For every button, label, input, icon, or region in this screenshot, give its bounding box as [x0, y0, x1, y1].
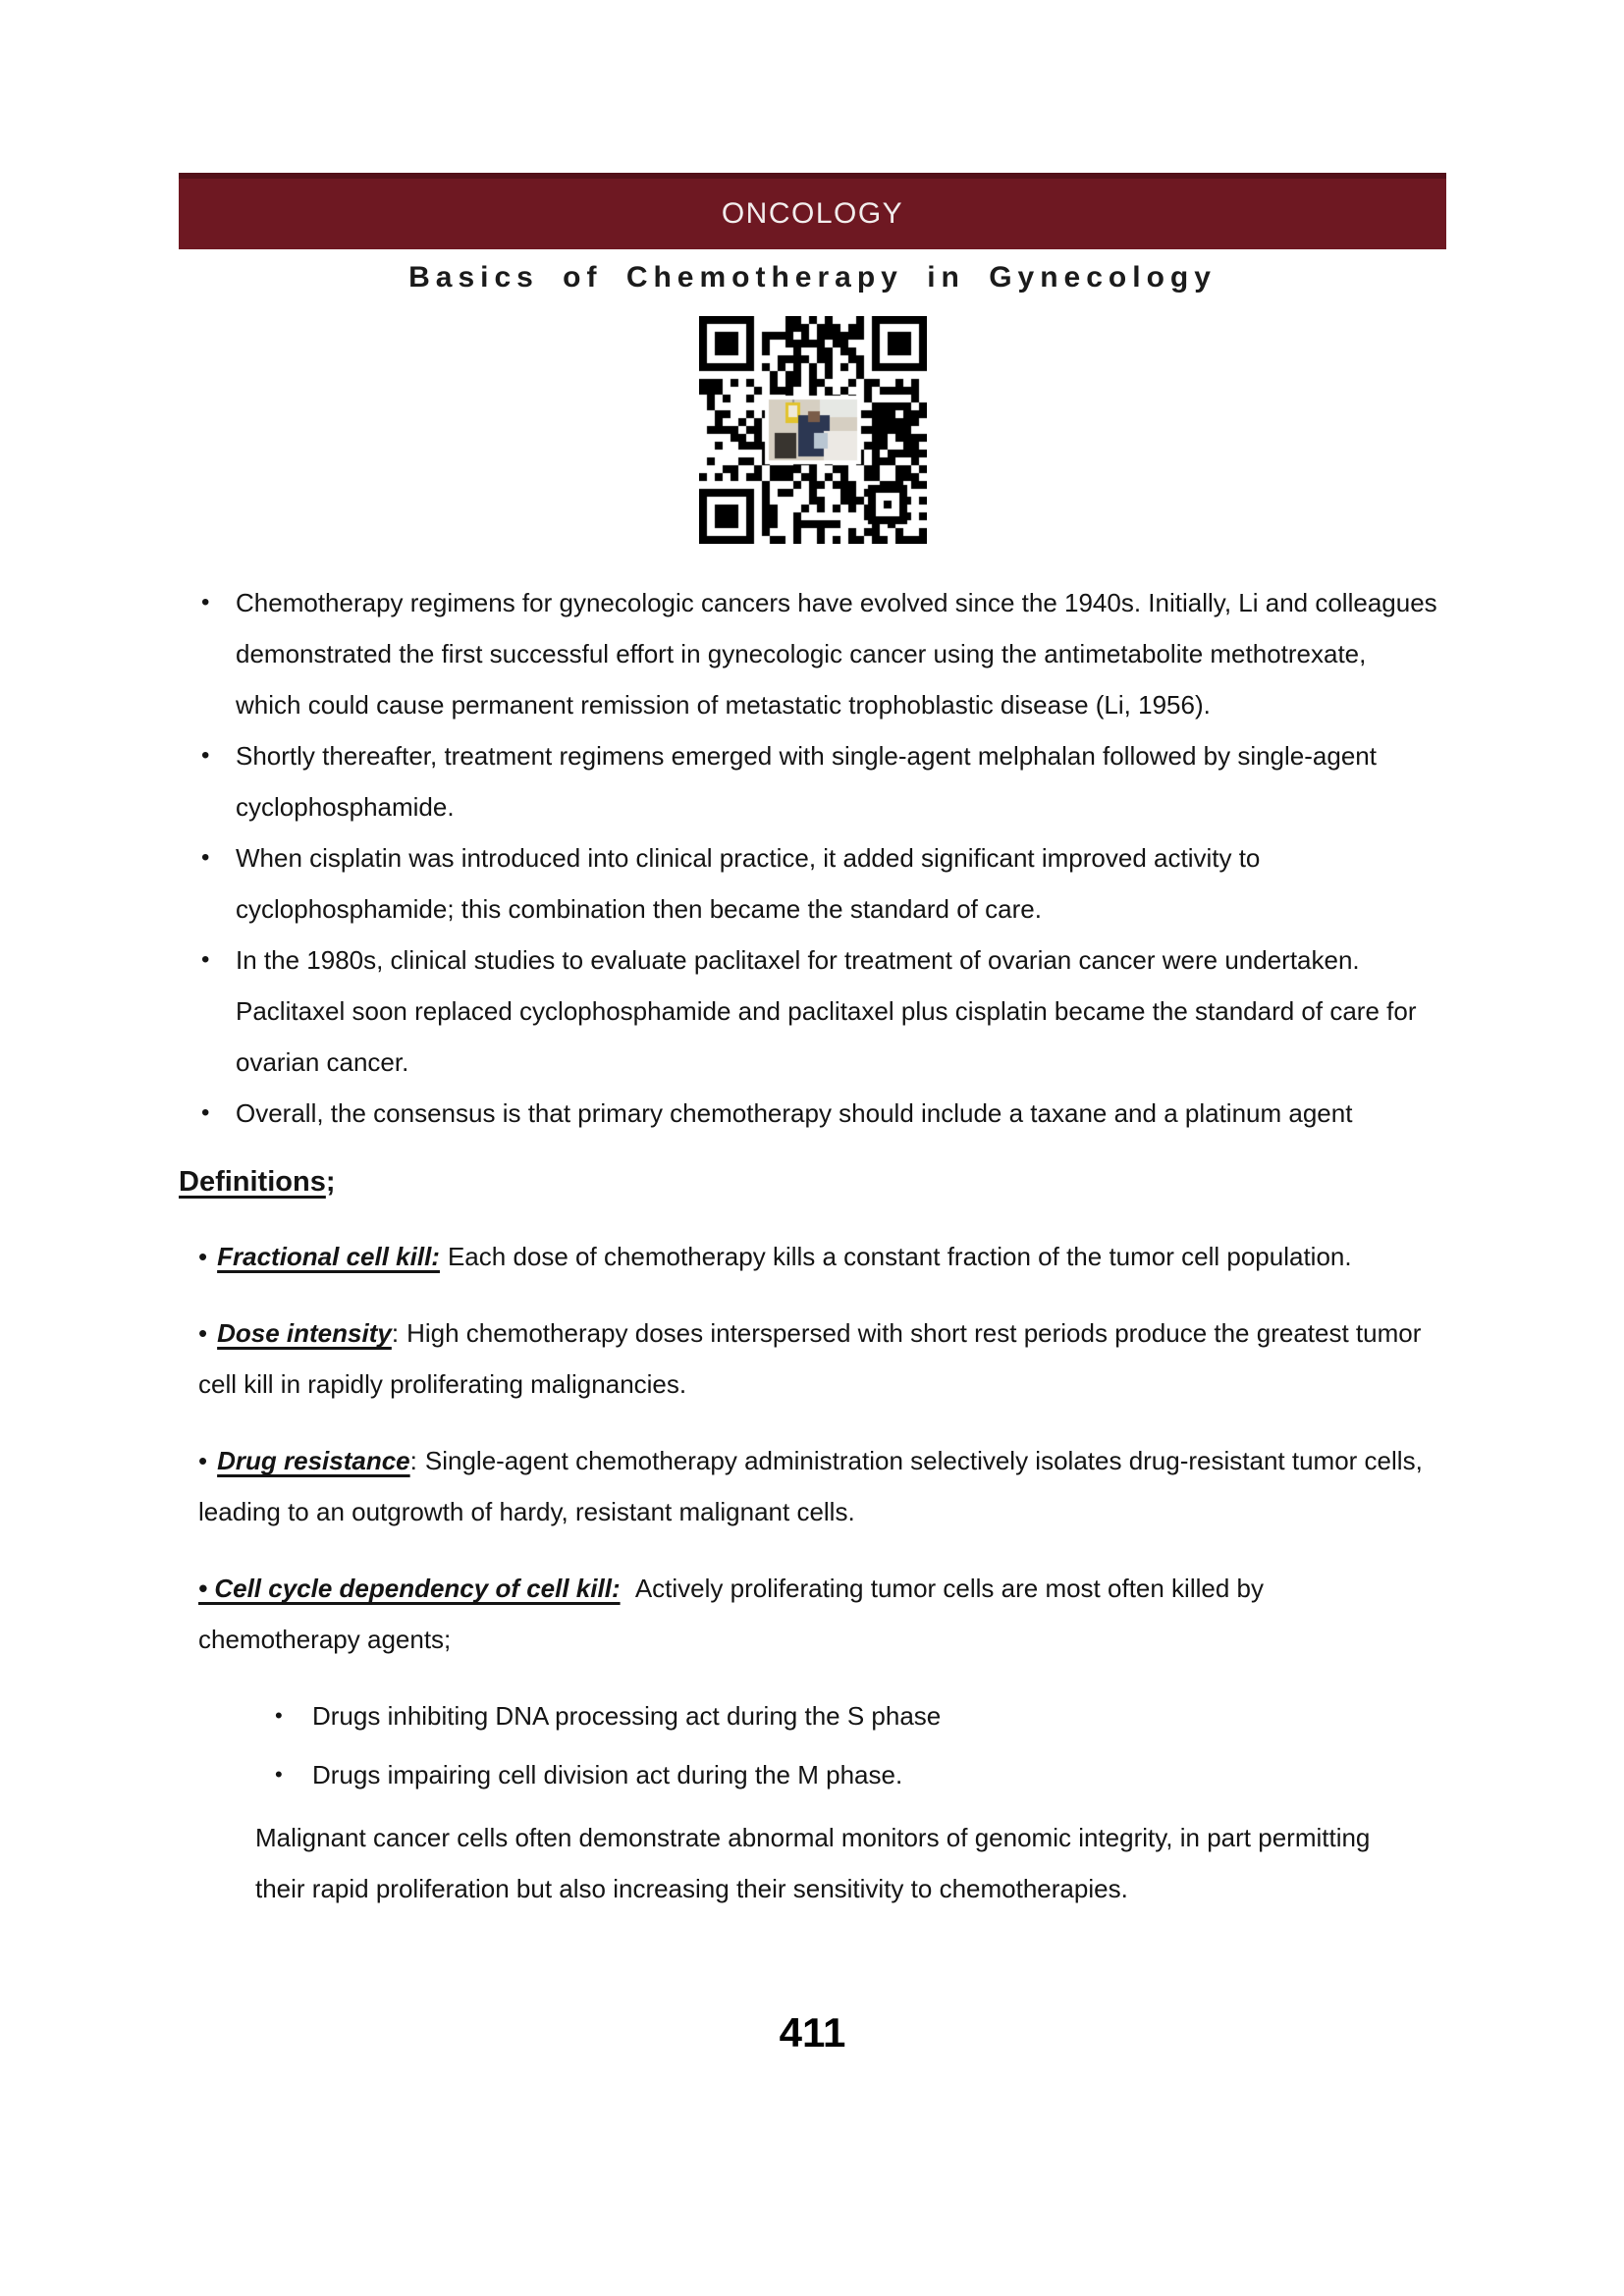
bullet-text: Chemotherapy regimens for gynecologic cancers have evolved since the 1940s. Initially, Li and colleagues demonstrated the first successful effort in gynecologic cancer using the antimetabolite methotrexate, which could cause permanent remission of metastatic trophoblastic disease (Li, 1956).	[236, 588, 1437, 720]
definition-item-drug-resistance	[198, 1435, 1426, 1537]
bullet-marker-icon: •	[275, 1703, 283, 1728]
bullet-text: When cisplatin was introduced into clinical practice, it added significant improved activity to cyclophosphamide; this combination then became the standard of care.	[236, 843, 1261, 924]
definition-separator: :	[409, 1446, 417, 1475]
section-banner-label: ONCOLOGY	[721, 197, 904, 230]
bullet-list	[179, 577, 1446, 1139]
closing-paragraph: Malignant cancer cells often demonstrate abnormal monitors of genomic integrity, in part permitting their rapid proliferation but also increasing their sensitivity to chemotherapies.	[255, 1823, 1371, 1903]
definition-text: High chemotherapy doses interspersed with short rest periods produce the greatest tumor cell kill in rapidly proliferating malignancies.	[198, 1318, 1422, 1399]
definition-text: Each dose of chemotherapy kills a constant fraction of the tumor cell population.	[447, 1242, 1352, 1271]
page-title: Basics of Chemotherapy in Gynecology	[408, 261, 1217, 294]
definition-item-dose-intensity	[198, 1308, 1426, 1410]
definition-separator: :	[391, 1318, 400, 1348]
sub-bullet-text: Drugs impairing cell division act during the M phase.	[312, 1760, 903, 1789]
bullet-marker-icon: •	[201, 1099, 210, 1126]
bullet-item	[179, 832, 1446, 934]
definition-term: • Cell cycle dependency of cell kill:	[198, 1574, 621, 1603]
bullet-marker-icon: •	[201, 946, 210, 973]
sub-bullet-text: Drugs inhibiting DNA processing act during the S phase	[312, 1701, 942, 1731]
bullet-item	[179, 577, 1446, 730]
definition-text: Actively proliferating tumor cells are most often killed by chemotherapy agents;	[198, 1574, 1264, 1654]
bullet-marker-icon: •	[198, 1446, 208, 1475]
definition-item-cell-cycle-dependency	[198, 1563, 1426, 1665]
bullet-item	[179, 730, 1446, 832]
page-number: 411	[779, 2009, 846, 2056]
sub-bullet-item	[275, 1749, 1446, 1800]
definitions-heading-text: Definitions	[179, 1166, 326, 1198]
bullet-marker-icon: •	[198, 1242, 208, 1271]
definition-term: Fractional cell kill:	[217, 1242, 440, 1271]
bullet-item	[179, 934, 1446, 1088]
definition-text: Single-agent chemotherapy administration selectively isolates drug-resistant tumor cells, leading to an outgrowth of hardy, resistant malignant cells.	[198, 1446, 1423, 1526]
definitions-heading	[179, 1156, 1446, 1207]
definition-item-fractional-cell-kill	[198, 1231, 1426, 1282]
bullet-text: Shortly thereafter, treatment regimens emerged with single-agent melphalan followed by single-agent cyclophosphamide.	[236, 741, 1377, 822]
bullet-marker-icon: •	[198, 1318, 208, 1348]
section-banner	[179, 173, 1446, 249]
qr-code-container	[179, 316, 1446, 544]
page-content	[179, 173, 1446, 2057]
bullet-text: Overall, the consensus is that primary chemotherapy should include a taxane and a platinum agent	[236, 1098, 1353, 1128]
qr-code-with-photo-icon	[699, 316, 927, 544]
bullet-text: In the 1980s, clinical studies to evaluate paclitaxel for treatment of ovarian cancer were undertaken. Paclitaxel soon replaced cyclophosphamide and paclitaxel plus cisplatin became the standard of care for ovarian cancer.	[236, 945, 1417, 1077]
definition-term: Drug resistance	[217, 1446, 410, 1475]
definition-separator	[621, 1574, 627, 1603]
sub-bullet-item	[275, 1690, 1446, 1741]
bullet-marker-icon: •	[201, 742, 210, 769]
bullet-item	[179, 1088, 1446, 1139]
bullet-marker-icon: •	[201, 844, 210, 871]
definitions-heading-suffix: ;	[325, 1166, 336, 1198]
definition-term: Dose intensity	[217, 1318, 392, 1348]
bullet-marker-icon: •	[201, 589, 210, 615]
bullet-marker-icon: •	[275, 1762, 283, 1787]
